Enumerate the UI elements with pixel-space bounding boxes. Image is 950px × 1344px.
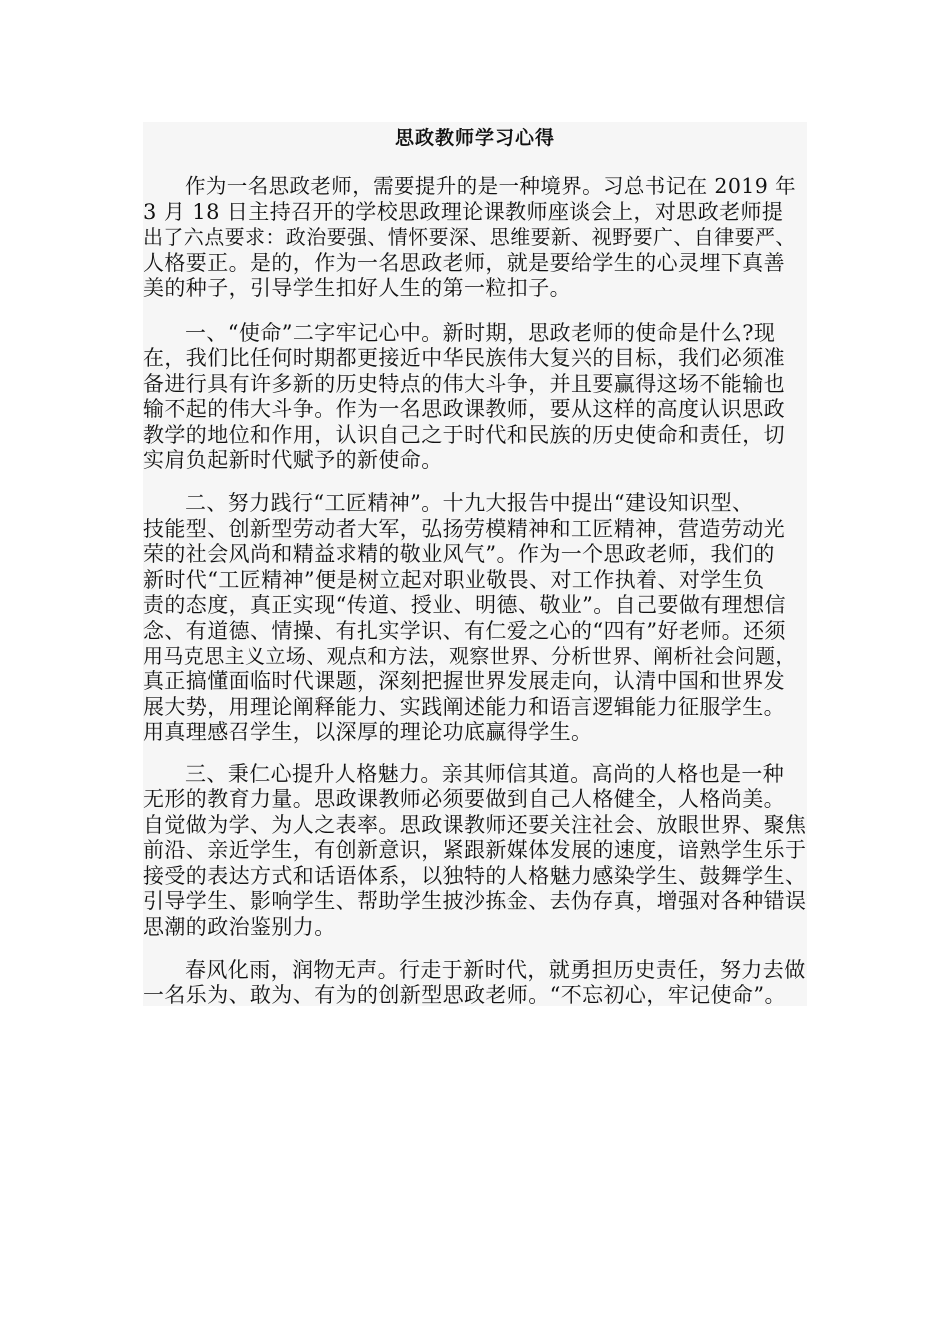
- paragraph-3-line-8: 真正搞懂面临时代课题，深刻把握世界发展走向，认清中国和世界发: [143, 669, 785, 693]
- paragraph-1-line-3: 出了六点要求：政治要强、情怀要深、思维要新、视野要广、自律要严、: [143, 225, 796, 249]
- paragraph-3-line-10: 用真理感召学生，以深厚的理论功底赢得学生。: [143, 720, 593, 744]
- document-body: [143, 122, 807, 1006]
- paragraph-3-line-9: 展大势，用理论阐释能力、实践阐述能力和语言逻辑能力征服学生。: [143, 695, 785, 719]
- paragraph-2-line-4: 输不起的伟大斗争。作为一名思政课教师，要从这样的高度认识思政: [143, 397, 785, 421]
- document-title: 思政教师学习心得: [394, 127, 555, 149]
- paragraph-2-line-3: 备进行具有许多新的历史特点的伟大斗争，并且要赢得这场不能输也: [143, 372, 785, 396]
- paragraph-2-line-1: 一、“使命”二字牢记心中。新时期，思政老师的使命是什么?现: [185, 321, 776, 345]
- paragraph-1-line-2: 3 月 18 日主持召开的学校思政理论课教师座谈会上，对思政老师提: [143, 200, 784, 224]
- paragraph-3-line-3: 荣的社会风尚和精益求精的敬业风气”。作为一个思政老师，我们的: [143, 542, 775, 566]
- paragraph-4-line-2: 无形的教育力量。思政课教师必须要做到自己人格健全，人格尚美。: [143, 787, 785, 811]
- paragraph-4-line-5: 接受的表达方式和话语体系，以独特的人格魅力感染学生、鼓舞学生、: [143, 864, 807, 888]
- paragraph-1-line-1: 作为一名思政老师，需要提升的是一种境界。习总书记在 2019 年: [185, 174, 797, 198]
- paragraph-1-line-4: 人格要正。是的，作为一名思政老师，就是要给学生的心灵埋下真善: [143, 251, 785, 275]
- paragraph-3-line-6: 念、有道德、情操、有扎实学识、有仁爱之心的“四有”好老师。还须: [143, 619, 786, 643]
- paragraph-2-line-5: 教学的地位和作用，认识自己之于时代和民族的历史使命和责任，切: [143, 423, 785, 447]
- paragraph-3-line-7: 用马克思主义立场、观点和方法，观察世界、分析世界、阐析社会问题，: [143, 644, 796, 668]
- paragraph-2-line-6: 实肩负起新时代赋予的新使命。: [143, 448, 443, 472]
- paragraph-1-line-5: 美的种子，引导学生扣好人生的第一粒扣子。: [143, 276, 571, 300]
- paragraph-2-line-2: 在，我们比任何时期都更接近中华民族伟大复兴的目标，我们必须准: [143, 346, 785, 370]
- paragraph-3-line-4: 新时代“工匠精神”便是树立起对职业敬畏、对工作执着、对学生负: [143, 568, 765, 592]
- paragraph-4-line-6: 引导学生、影响学生、帮助学生披沙拣金、去伪存真，增强对各种错误: [143, 889, 807, 913]
- paragraph-5-line-2: 一名乐为、敢为、有为的创新型思政老师。“不忘初心，牢记使命”。: [143, 983, 786, 1007]
- paragraph-5-line-1: 春风化雨，润物无声。行走于新时代，就勇担历史责任，努力去做: [185, 958, 806, 982]
- paragraph-3-line-2: 技能型、创新型劳动者大军，弘扬劳模精神和工匠精神，营造劳动光: [143, 517, 785, 541]
- paragraph-3-line-5: 责的态度，真正实现“传道、授业、明德、敬业”。自己要做有理想信: [143, 593, 786, 617]
- paragraph-4-line-4: 前沿、亲近学生，有创新意识，紧跟新媒体发展的速度，谙熟学生乐于: [143, 838, 807, 862]
- paragraph-4-line-3: 自觉做为学、为人之表率。思政课教师还要关注社会、放眼世界、聚焦: [143, 813, 807, 837]
- paragraph-3-line-1: 二、努力践行“工匠精神”。十九大报告中提出“建设知识型、: [185, 491, 754, 515]
- paragraph-4-line-1: 三、秉仁心提升人格魅力。亲其师信其道。高尚的人格也是一种: [185, 762, 785, 786]
- paragraph-4-line-7: 思潮的政治鉴别力。: [143, 915, 336, 939]
